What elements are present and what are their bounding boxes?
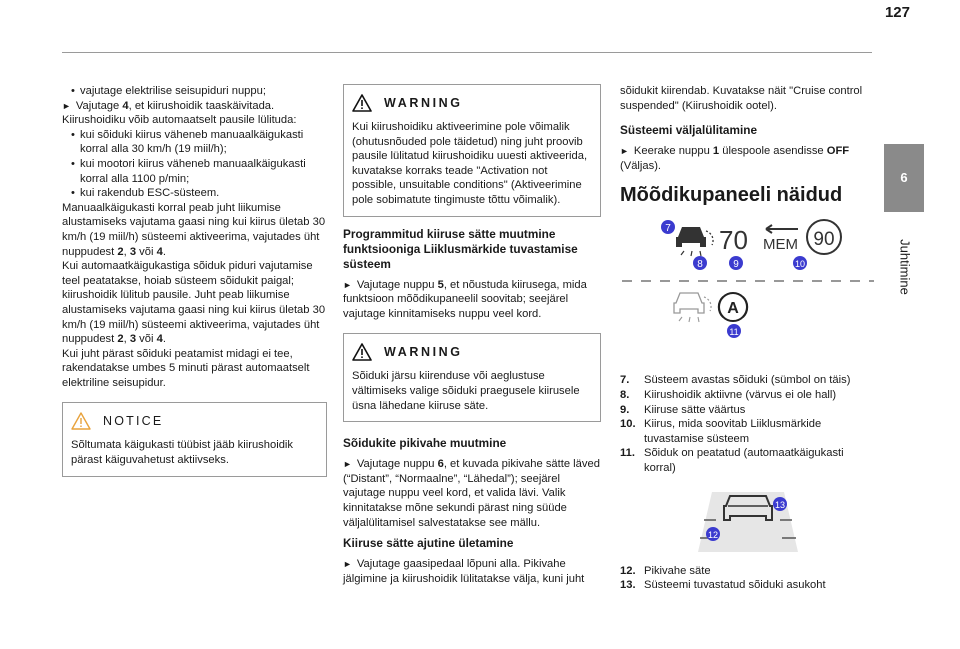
svg-text:8: 8: [697, 259, 703, 271]
legend-item: 11. Sõiduk on peatatud (automaatkäigukasti korral): [620, 447, 844, 474]
column-2: [343, 84, 601, 586]
chapter-number: 6: [900, 169, 908, 185]
warning-triangle-icon: [352, 343, 372, 361]
distance-display: [620, 486, 876, 556]
warning-triangle-icon: [71, 412, 91, 430]
chapter-label: [884, 212, 924, 322]
legend-list-2: [620, 564, 878, 593]
legend-item: 13. Süsteemi tuvastatud sõiduki asukoht: [620, 579, 826, 592]
instruction-step: ► Vajutage nuppu 6, et kuvada pikivahe sätte läved (“Distant”, “Normaalne”, “Lähedal”); seejärel vajutage nuppu veel kord, et valida lävi. Valik kinnitatakse mõne sekundi pärast ning süüde väljalülitamisel salvestatakse see mällu.: [343, 457, 601, 530]
list-item: • kui rakendub ESC-süsteem.: [62, 186, 327, 201]
warning-text: Kui kiirushoidiku aktiveerimine pole võimalik (ohutusnõuded pole täidetud) ning juht proovib pausile lülitatud kiirushoidiku uuesti aktiveerida, kuvatakse korraks teade "Activation not possible, unsuitable conditions" (Aktiveerimine pole sobimatute tingimuste tõttu võimalik).: [352, 121, 588, 206]
cruise-car-icon: [676, 227, 713, 256]
instruction-step: ► Keerake nuppu 1 ülespoole asendisse OFF (Väljas).: [620, 144, 878, 173]
instruction-step: ► Vajutage nuppu 5, et nõustuda kiirusega, mida funktsioon mõõdikupaneelil soovitab; seejärel vajutage kinnitamiseks nuppu veel kord.: [343, 278, 601, 322]
instruction-step: ► Vajutage 4, et kiirushoidik taaskäivitada.: [62, 99, 327, 114]
stop-auto-icon: [719, 293, 747, 321]
list-item: • vajutage elektrilise seisupiduri nuppu;: [62, 84, 327, 99]
svg-text:13: 13: [774, 499, 786, 510]
instrument-display-illustration: [620, 215, 876, 365]
mem-arrow-icon: [766, 225, 798, 233]
callout-9: [729, 256, 743, 270]
warning-text: Sõiduki järsu kiirenduse või aeglustuse vältimiseks valige sõiduki praegusele kiirusele üsna lähedane kiiruse säte.: [352, 370, 580, 412]
paragraph: sõidukit kiirendab. Kuvatakse näit "Cruise control suspended" (Kiirushoidik ootel).: [620, 85, 863, 112]
legend-item: 12. Pikivahe säte: [620, 564, 711, 577]
paragraph: Kui juht pärast sõiduki peatamist midagi ei tee, rakendatakse umbes 5 minuti pärast automaatselt elektriline seisupidur.: [62, 347, 310, 389]
section-heading: Süsteemi väljalülitamine: [620, 123, 758, 138]
column-1: [62, 84, 327, 477]
svg-text:A: A: [727, 300, 739, 318]
section-heading: Sõidukite pikivahe muutmine: [343, 436, 507, 451]
svg-text:7: 7: [665, 223, 671, 235]
section-title: Mõõdikupaneeli näidud: [620, 184, 843, 207]
section-heading: Kiiruse sätte ajutine ületamine: [343, 536, 514, 551]
warning-title: WARNING: [384, 345, 463, 360]
paragraph: Kiirushoidiku võib automaatselt pausile lülituda:: [62, 114, 297, 127]
speed-limit-value: 90: [813, 229, 835, 251]
svg-text:11: 11: [729, 327, 739, 338]
legend-item: 7. Süsteem avastas sõiduki (sümbol on täis): [620, 374, 851, 387]
callout-12: [706, 527, 720, 541]
notice-box: [62, 402, 327, 476]
legend-item: 10. Kiirus, mida soovitab Liiklusmärkide tuvastamise süsteem: [620, 418, 822, 445]
svg-text:10: 10: [794, 259, 806, 270]
legend-item: 9. Kiiruse sätte väärtus: [620, 403, 746, 416]
callout-10: [793, 256, 807, 270]
distance-illustration: [620, 486, 876, 556]
notice-title: NOTICE: [103, 414, 164, 429]
warning-box: [343, 333, 601, 422]
instrument-display: [620, 215, 876, 365]
list-item: • kui sõiduki kiirus väheneb manuaalkäigukasti korral alla 30 km/h (19 miil/h);: [62, 128, 327, 157]
column-3: [620, 84, 878, 593]
callout-7: [661, 220, 675, 234]
legend-item: 8. Kiirushoidik aktiivne (värvus ei ole hall): [620, 388, 837, 401]
set-speed-value: 70: [719, 225, 748, 256]
instruction-step: ► Vajutage gaasipedaal lõpuni alla. Pikivahe jälgimine ja kiirushoidik lülitatakse välja, kuni juht: [343, 557, 601, 586]
callout-8: [693, 256, 707, 270]
paragraph: Kui automaatkäigukastiga sõiduk piduri vajutamise teel peatatakse, hoiab süsteem sõidukit paigal; kiirushoidik lülitub pausile. Juht peab liikumise alustamiseks vajutama gaasi ning kui kiirus ületab 30 km/h (19 miil/h) süsteemi aktiveerima, vajutades üht nuppudest 2, 3 või 4.: [62, 260, 326, 346]
chapter-tab[interactable]: [884, 144, 924, 212]
svg-text:12: 12: [707, 529, 719, 540]
section-heading: Programmitud kiiruse sätte muutmine funktsiooniga Liiklusmärkide tuvastamise süsteem: [343, 226, 578, 271]
mem-label: MEM: [763, 236, 798, 254]
callout-13: [773, 497, 787, 511]
paragraph: Manuaalkäigukasti korral peab juht liikumise alustamiseks vajutama gaasi ning kui kiirus ületab 30 km/h (19 miil/h) süsteemi aktiveerima, vajutades üht nuppudest 2, 3 või 4.: [62, 201, 326, 258]
chapter-label-text: Juhtimine: [897, 239, 913, 295]
list-item: • kui mootori kiirus väheneb manuaalkäigukasti korral alla 1100 p/min;: [62, 157, 327, 186]
callout-11: [727, 324, 741, 338]
top-rule: [62, 52, 872, 53]
warning-triangle-icon: [352, 94, 372, 112]
legend-list-1: [620, 373, 878, 475]
svg-text:9: 9: [733, 259, 739, 271]
page-number: 127: [884, 4, 910, 21]
notice-text: Sõltumata käigukasti tüübist jääb kiirushoidik pärast käiguvahetust aktiivseks.: [71, 439, 294, 467]
warning-box: [343, 84, 601, 217]
cruise-car-outline-icon: [674, 293, 711, 322]
warning-title: WARNING: [384, 95, 463, 110]
